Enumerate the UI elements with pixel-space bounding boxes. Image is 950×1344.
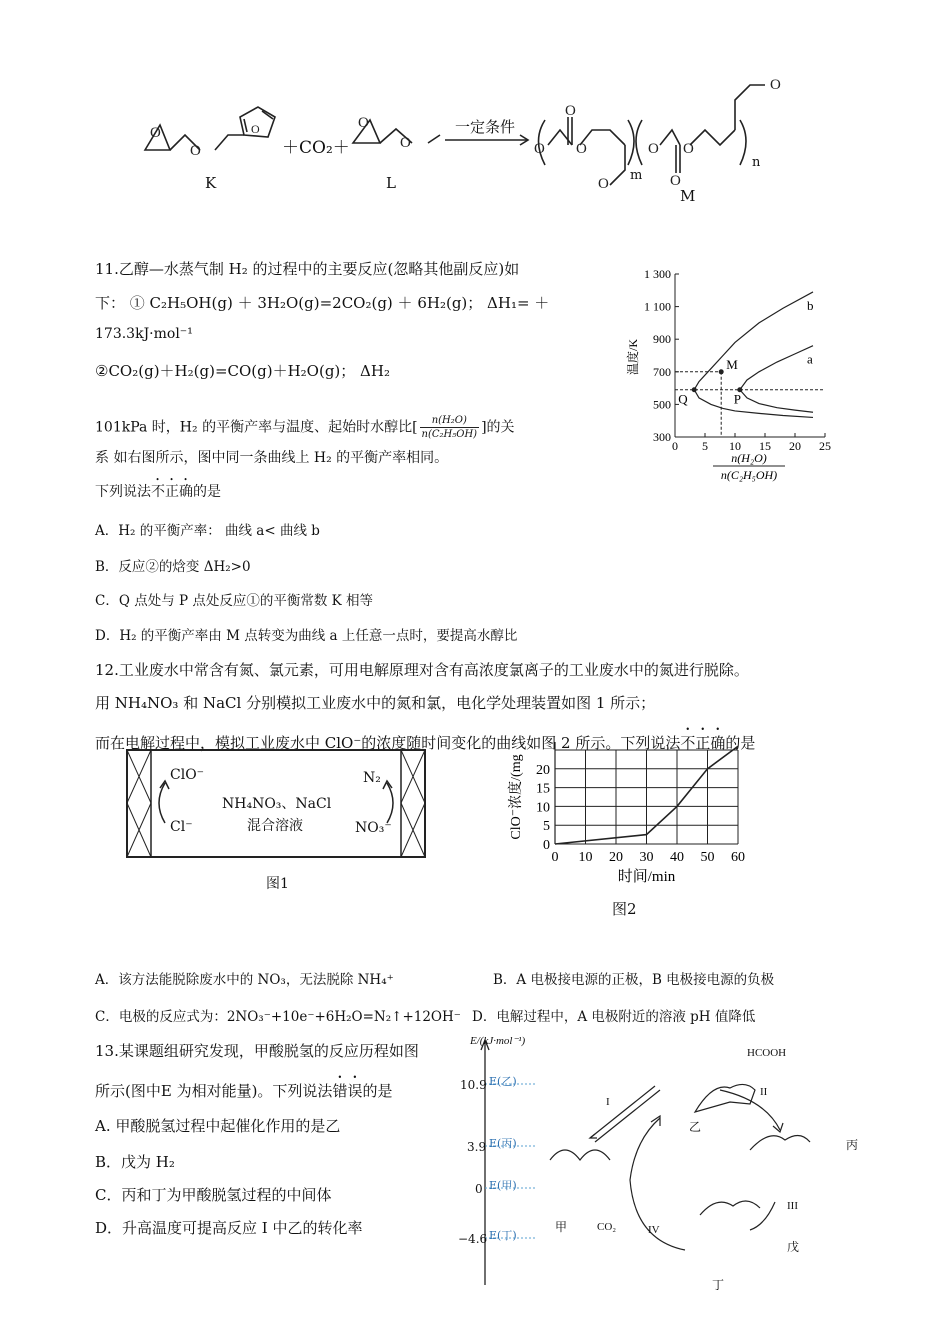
x-tick-label: 10	[729, 439, 741, 453]
level-value-ding: −4.6	[458, 1232, 488, 1246]
electrode-a	[127, 750, 151, 857]
x-tick-label: 15	[759, 439, 771, 453]
reagent-co2: CO₂	[597, 1221, 617, 1233]
formic-acid-dehydrogenation-diagram	[455, 1030, 875, 1292]
q12-emphasis-not-correct: 不正确	[680, 734, 726, 752]
y-tick-label: 5	[543, 819, 550, 835]
compound-l-label: L	[386, 174, 396, 192]
point-label-P: P	[733, 391, 742, 407]
fig1-caption: 图1	[266, 876, 289, 892]
compound-m-label: M	[680, 187, 696, 205]
level-label-bing: E(丙)	[489, 1137, 517, 1150]
y-tick-label: 700	[653, 364, 671, 379]
level-label-ding: E(丁)	[489, 1229, 517, 1242]
k-ether-o: O	[190, 143, 201, 159]
q11-option-a[interactable]: A．H₂ 的平衡产率： 曲线 a< 曲线 b	[95, 523, 320, 539]
m-o2: O	[565, 103, 576, 119]
reaction-plus-co2: ＋CO₂＋	[282, 138, 350, 158]
fig2-caption: 图2	[612, 900, 637, 918]
q12-option-d[interactable]: D．电解过程中，A 电极附近的溶液 pH 值降低	[472, 1009, 756, 1025]
m-o1: O	[534, 141, 545, 157]
x-axis-label: 时间/min	[617, 869, 676, 885]
x-tick-label: 0	[551, 850, 559, 865]
q12-option-c[interactable]: C．电极的反应式为：2NO₃⁻+10e⁻+6H₂O=N₂↑+12OH⁻	[95, 1009, 461, 1025]
fig1-solution-line2: 混合溶液	[247, 818, 303, 834]
q11-line1: 11.乙醇—水蒸气制 H₂ 的过程中的主要反应(忽略其他副反应)如	[95, 260, 520, 278]
x-tick-label: 5	[702, 439, 708, 453]
step-i-arrow-forward	[595, 1090, 660, 1142]
y-tick-label: 1 300	[644, 267, 671, 281]
m-o3: O	[576, 141, 587, 157]
x-tick-label: 0	[672, 439, 678, 453]
q11-line7	[95, 476, 221, 501]
x-tick-label: 20	[609, 850, 623, 865]
m-o8: O	[770, 77, 781, 93]
q13-option-c[interactable]: C．丙和丁为甲酸脱氢过程的中间体	[95, 1186, 332, 1204]
x-tick-label: 25	[819, 439, 831, 453]
species-yi: 乙	[689, 1120, 702, 1134]
fig1-no3-label: NO₃⁻	[355, 820, 392, 836]
y-axis-label: ClO⁻浓度/(mg	[509, 754, 524, 840]
fig1-n2-label: N₂	[363, 770, 381, 786]
m-o7: O	[683, 141, 694, 157]
curve-a-lower	[740, 390, 813, 412]
y-axis-label: 温度/K	[626, 338, 640, 376]
curve-label-b: b	[807, 297, 814, 313]
step-label-iv: IV	[648, 1224, 660, 1236]
q13-line1: 13.某课题组研究发现，甲酸脱氢的反应历程如图	[95, 1042, 419, 1060]
compound-k-label: K	[205, 174, 217, 192]
q13-line2	[95, 1073, 392, 1101]
x-tick-label: 60	[731, 850, 745, 865]
species-ding: 丁	[712, 1278, 725, 1292]
q12-line1: 12.工业废水中常含有氮、氯元素，可用电解原理对含有高浓度氯离子的工业废水中的氮进行脱除。	[95, 661, 749, 679]
x-tick-label: 50	[700, 850, 715, 865]
q13-line2-a: 所示(图中E 为相对能量)。下列说法	[95, 1082, 333, 1100]
x-tick-label: 40	[670, 850, 684, 865]
q11-line4: ②CO₂(g)＋H₂(g)=CO(g)＋H₂O(g)； ΔH₂	[95, 362, 390, 380]
polymer-subscript-n: n	[752, 155, 761, 170]
l-ether-o: O	[400, 135, 411, 151]
q11-temperature-ratio-chart	[615, 262, 845, 492]
k-furan-o: O	[251, 122, 260, 136]
curve-b-lower	[694, 390, 813, 418]
q11-line7-a: 下列说法	[95, 484, 151, 500]
curve-a-upper	[740, 346, 813, 390]
q12-line3-a: 而在电解过程中，模拟工业废水中 ClO⁻的浓度随时间变化的曲线如图 2 所示。下列说法	[95, 734, 681, 752]
species-wu: 戊	[787, 1240, 800, 1254]
fig1-clo-label: ClO⁻	[170, 767, 205, 783]
y-tick-label: 15	[536, 781, 550, 797]
q11-option-d[interactable]: D．H₂ 的平衡产率由 M 点转变为曲线 a 上任意一点时，要提高水醇比	[95, 628, 518, 644]
step-label-iii: III	[787, 1200, 798, 1212]
m-o4: O	[598, 176, 609, 192]
point-label-Q: Q	[678, 391, 688, 407]
step-label-ii: II	[760, 1086, 768, 1098]
reagent-hcooh: HCOOH	[747, 1047, 787, 1059]
step-iii-arrow	[750, 1202, 775, 1230]
level-value-yi: 10.9	[460, 1078, 487, 1092]
electrode-b	[401, 750, 425, 857]
q11-line3: 173.3kJ·mol⁻¹	[95, 326, 193, 342]
y-tick-label: 20	[536, 762, 550, 778]
level-value-bing: 3.9	[467, 1140, 487, 1154]
clo-concentration-chart	[505, 742, 760, 892]
species-jia: 甲	[555, 1220, 568, 1234]
q11-line5-a: 101kPa 时，H₂ 的平衡产率与温度、起始时水醇比[	[95, 419, 418, 436]
q11-option-c[interactable]: C．Q 点处与 P 点处反应①的平衡常数 K 相等	[95, 593, 374, 609]
q12-option-b[interactable]: B．A 电极接电源的正极，B 电极接电源的负极	[493, 972, 775, 988]
fig1-solution-line1: NH₄NO₃、NaCl	[222, 796, 332, 812]
q11-line5	[95, 414, 515, 441]
x-tick-label: 30	[639, 850, 654, 865]
m-o6: O	[670, 173, 681, 189]
q13-option-a[interactable]: A. 甲酸脱氢过程中起催化作用的是乙	[95, 1117, 341, 1135]
q11-emphasis-not-correct: 不正确	[151, 484, 193, 500]
q11-line2: 下： ① C₂H₅OH(g) ＋ 3H₂O(g)=2CO₂(g) ＋ 6H₂(g)； ΔH₁= ＋	[95, 294, 550, 312]
level-label-jia: E(甲)	[489, 1179, 517, 1192]
q11-line5-b: ]的关	[481, 419, 515, 436]
y-tick-label: 500	[653, 397, 671, 412]
species-bing: 丙	[846, 1138, 859, 1152]
polymer-subscript-m: m	[630, 168, 643, 183]
q13-line2-c: 的是	[362, 1082, 393, 1100]
level-label-yi: E(乙)	[489, 1075, 517, 1088]
q13-option-b[interactable]: B．戊为 H₂	[95, 1153, 175, 1171]
arrow-condition-label: 一定条件	[455, 118, 516, 136]
y-tick-label: 300	[653, 430, 671, 444]
x-axis-label-numerator: n(H₂O)	[731, 451, 767, 465]
level-value-jia: 0	[475, 1182, 483, 1196]
fig1-cl-label: Cl⁻	[170, 819, 193, 835]
l-epoxide-o: O	[358, 115, 369, 131]
q12-option-a[interactable]: A．该方法能脱除废水中的 NO₃，无法脱除 NH₄⁺	[95, 972, 394, 988]
k-epoxide-o: O	[150, 125, 161, 141]
curve-label-a: a	[807, 351, 813, 367]
fraction-denominator: n(C₂H₅OH)	[421, 429, 478, 440]
q11-option-b[interactable]: B．反应②的焓变 ΔH₂>0	[95, 559, 251, 575]
x-tick-label: 20	[789, 439, 801, 453]
point-M	[719, 369, 724, 374]
y-tick-label: 1 100	[644, 299, 671, 314]
q13-option-d[interactable]: D．升高温度可提高反应 I 中乙的转化率	[95, 1219, 363, 1237]
step-ii-arrow	[720, 1090, 780, 1130]
x-axis-label-denominator: n(C₂H₅OH)	[720, 468, 778, 482]
energy-axis-label: E/(kJ·mol⁻¹)	[470, 1035, 526, 1047]
step-label-i: I	[606, 1096, 610, 1108]
q12-line3-c: 的是	[725, 734, 756, 752]
y-tick-label: 0	[543, 838, 550, 853]
m-o5: O	[648, 141, 659, 157]
q13-emphasis-wrong: 错误	[332, 1082, 363, 1100]
y-tick-label: 900	[653, 332, 671, 347]
point-Q	[692, 387, 697, 392]
q12-line2: 用 NH₄NO₃ 和 NaCl 分别模拟工业废水中的氮和氯，电化学处理装置如图 1 所示；	[95, 694, 656, 712]
x-tick-label: 10	[578, 850, 593, 865]
reduction-arrow	[387, 783, 393, 823]
q11-line7-c: 的是	[193, 484, 221, 500]
y-tick-label: 10	[536, 800, 550, 816]
water-alcohol-ratio-fraction	[420, 414, 480, 441]
point-label-M: M	[726, 356, 738, 372]
q11-line6: 系 如右图所示，图中同一条曲线上 H₂ 的平衡产率相同。	[95, 450, 449, 466]
fraction-numerator: n(H₂O)	[420, 414, 480, 428]
oxidation-arrow	[159, 783, 165, 823]
